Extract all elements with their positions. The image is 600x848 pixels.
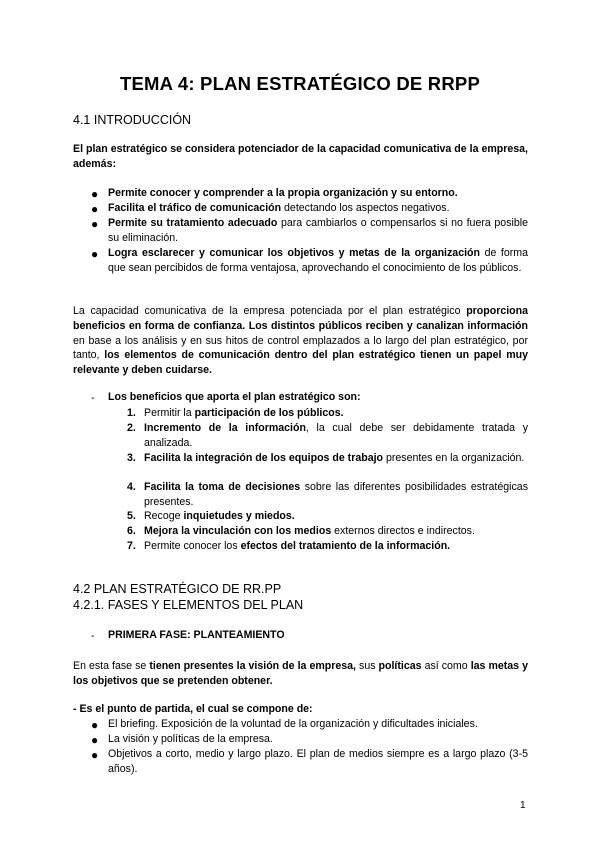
body-paragraph: La capacidad comunicativa de la empresa potenciada por el plan estratégico proporciona beneficios en forma de confianza. Los distintos públicos reciben y canalizan información en base a los análisis y en sus hitos de control emplazados a lo largo del plan estratégico, por tanto, los elementos de comunicación dentro del plan estratégico tienen un papel muy relevante y deben cuidarse. [73, 305, 528, 377]
list-item: Permite conocer y comprender a la propia organización y su entorno. [108, 187, 458, 199]
list-item: Permite su tratamiento adecuado para cambiarlos o compensarlos si no fuera posible su eliminación. [108, 217, 528, 244]
section-heading-4-2-1: 4.2.1. FASES Y ELEMENTOS DEL PLAN [73, 598, 304, 612]
bullet-icon: ● [91, 718, 99, 732]
body-paragraph: En esta fase se tienen presentes la visión de la empresa, sus políticas así como las metas y los objetivos que se pretenden obtener. [73, 660, 529, 687]
list-number: 3. [127, 452, 136, 464]
section-heading-4-1: 4.1 INTRODUCCIÓN [73, 113, 192, 127]
list-item: La visión y políticas de la empresa. [108, 733, 273, 745]
phase-heading: PRIMERA FASE: PLANTEAMIENTO [108, 629, 285, 641]
section-heading-4-2: 4.2 PLAN ESTRATÉGICO DE RR.PP [73, 582, 282, 596]
bullet-icon: ● [91, 187, 99, 201]
bullet-icon: ● [91, 202, 99, 216]
bullet-icon: ● [91, 217, 99, 231]
dash-marker: - [91, 630, 95, 642]
dash-marker: - [91, 392, 95, 404]
bullet-icon: ● [91, 748, 99, 762]
page-number: 1 [520, 800, 526, 811]
list-number: 1. [127, 407, 136, 419]
list-item: Objetivos a corto, medio y largo plazo. El plan de medios siempre es a largo plazo (3-5 años). [108, 748, 528, 775]
list-item: Permitir la participación de los públicos. [144, 407, 344, 419]
list-item: Logra esclarecer y comunicar los objetivos y metas de la organización de forma que sean percibidos de forma ventajosa, aprovechando el conocimiento de los públicos. [108, 247, 529, 274]
list-number: 6. [127, 525, 136, 537]
list-item: El briefing. Exposición de la voluntad de la organización y dificultades iniciales. [108, 718, 478, 730]
list-number: 5. [127, 510, 136, 522]
list-item: Incremento de la información, la cual debe ser debidamente tratada y analizada. [144, 422, 528, 449]
intro-paragraph: El plan estratégico se considera potenciador de la capacidad comunicativa de la empresa, además: [73, 143, 528, 170]
list-item: Facilita la toma de decisiones sobre las diferentes posibilidades estratégicas presentes. [144, 481, 528, 508]
list-item: Permite conocer los efectos del tratamiento de la información. [144, 540, 451, 552]
benefits-heading: Los beneficios que aporta el plan estratégico son: [108, 391, 361, 403]
bullet-icon: ● [91, 733, 99, 747]
list-item: Recoge inquietudes y miedos. [144, 510, 295, 522]
list-number: 4. [127, 481, 136, 493]
list-number: 7. [127, 540, 136, 552]
list-item: Facilita el tráfico de comunicación detectando los aspectos negativos. [108, 202, 450, 214]
bullet-icon: ● [91, 247, 99, 261]
start-heading: - Es el punto de partida, el cual se compone de: [73, 703, 313, 715]
page-title: TEMA 4: PLAN ESTRATÉGICO DE RRPP [120, 73, 480, 94]
list-number: 2. [127, 422, 136, 434]
list-item: Facilita la integración de los equipos de trabajo presentes en la organización. [144, 452, 525, 464]
list-item: Mejora la vinculación con los medios externos directos e indirectos. [144, 525, 475, 537]
